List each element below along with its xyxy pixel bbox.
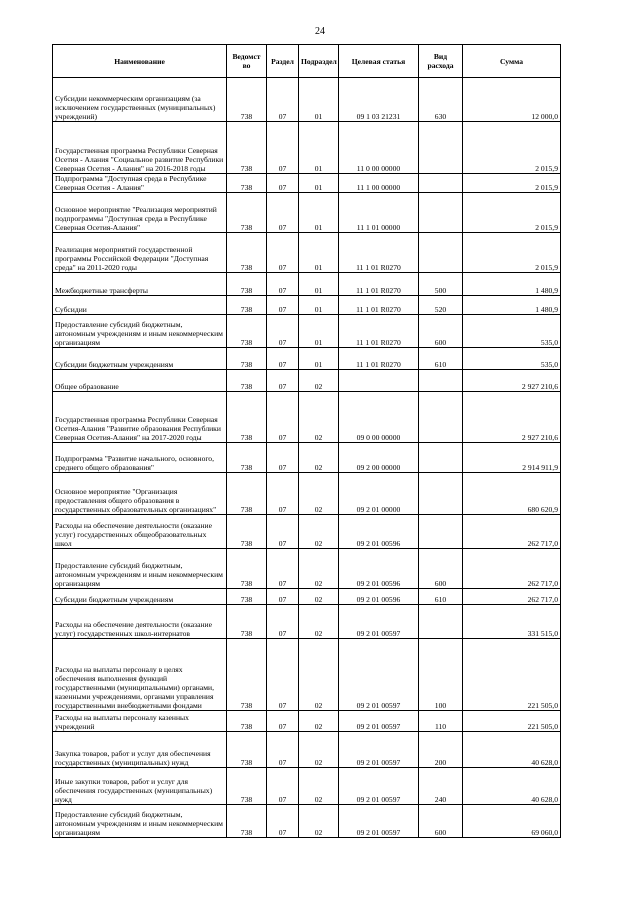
row-name: Иные закупки товаров, работ и услуг для обеспечения государственных (муниципальных) нужд — [53, 768, 227, 805]
row-vedomstvo: 738 — [227, 370, 267, 392]
row-expense-type — [419, 515, 463, 549]
table-row — [53, 315, 561, 348]
row-expense-type: 610 — [419, 348, 463, 370]
row-expense-type: 500 — [419, 273, 463, 296]
table-row — [53, 370, 561, 392]
row-name: Расходы на выплаты персоналу казенных учреждений — [53, 711, 227, 732]
row-target: 11 1 01 R0270 — [339, 348, 419, 370]
row-razdel: 07 — [267, 273, 299, 296]
row-name: Государственная программа Республики Северная Осетия - Алания "Социальное развитие Республики Северная Осетия - Алания" на 2016-2018 годы — [53, 122, 227, 174]
row-razdel: 07 — [267, 515, 299, 549]
row-vedomstvo: 738 — [227, 273, 267, 296]
row-vedomstvo: 738 — [227, 549, 267, 589]
row-target: 09 2 00 00000 — [339, 443, 419, 473]
row-amount: 262 717,0 — [463, 589, 561, 605]
row-podrazdel: 02 — [299, 515, 339, 549]
table-row — [53, 711, 561, 732]
row-expense-type: 200 — [419, 732, 463, 768]
row-expense-type — [419, 443, 463, 473]
row-vedomstvo: 738 — [227, 805, 267, 838]
header-podrazdel: Подраздел — [299, 45, 339, 78]
row-vedomstvo: 738 — [227, 296, 267, 315]
row-name: Предоставление субсидий бюджетным, автономным учреждениям и иным некоммерческим организациям — [53, 315, 227, 348]
table-row — [53, 768, 561, 805]
row-razdel: 07 — [267, 473, 299, 515]
row-podrazdel: 02 — [299, 370, 339, 392]
row-vedomstvo: 738 — [227, 639, 267, 711]
row-name: Межбюджетные трансферты — [53, 273, 227, 296]
row-razdel: 07 — [267, 193, 299, 233]
row-name: Субсидии бюджетным учреждениям — [53, 589, 227, 605]
row-target: 11 1 01 R0270 — [339, 296, 419, 315]
row-podrazdel: 01 — [299, 78, 339, 122]
row-expense-type: 600 — [419, 315, 463, 348]
row-expense-type — [419, 193, 463, 233]
row-podrazdel: 01 — [299, 348, 339, 370]
row-razdel: 07 — [267, 805, 299, 838]
row-razdel: 07 — [267, 392, 299, 443]
table-row — [53, 193, 561, 233]
row-razdel: 07 — [267, 768, 299, 805]
row-name: Закупка товаров, работ и услуг для обеспечения государственных (муниципальных) нужд — [53, 732, 227, 768]
row-amount: 69 060,0 — [463, 805, 561, 838]
row-target: 09 2 01 00000 — [339, 473, 419, 515]
table-row — [53, 605, 561, 639]
row-amount: 2 015,9 — [463, 122, 561, 174]
row-razdel: 07 — [267, 296, 299, 315]
table-row — [53, 639, 561, 711]
table-row — [53, 348, 561, 370]
row-podrazdel: 01 — [299, 174, 339, 193]
row-vedomstvo: 738 — [227, 711, 267, 732]
row-name: Предоставление субсидий бюджетным, автономным учреждениям и иным некоммерческим организациям — [53, 805, 227, 838]
header-vedomstvo: Ведомст во — [227, 45, 267, 78]
row-expense-type: 600 — [419, 549, 463, 589]
row-amount: 331 515,0 — [463, 605, 561, 639]
row-target: 09 2 01 00597 — [339, 605, 419, 639]
page-number: 24 — [315, 26, 325, 37]
table-row — [53, 78, 561, 122]
row-vedomstvo: 738 — [227, 174, 267, 193]
row-name: Подпрограмма "Развитие начального, основного, среднего общего образования" — [53, 443, 227, 473]
row-target: 11 1 01 R0270 — [339, 273, 419, 296]
row-vedomstvo: 738 — [227, 193, 267, 233]
row-name: Субсидии — [53, 296, 227, 315]
row-amount: 262 717,0 — [463, 549, 561, 589]
row-name: Основное мероприятие "Реализация мероприятий подпрограммы "Доступная среда в Республике Северная Осетия-Алания" — [53, 193, 227, 233]
header-target: Целевая статья — [339, 45, 419, 78]
row-vedomstvo: 738 — [227, 473, 267, 515]
header-amount: Сумма — [463, 45, 561, 78]
row-podrazdel: 01 — [299, 193, 339, 233]
row-razdel: 07 — [267, 549, 299, 589]
row-vedomstvo: 738 — [227, 78, 267, 122]
row-name: Государственная программа Республики Северная Осетия-Алания "Развитие образования Республики Северная Осетия-Алания" на 2017-2020 годы — [53, 392, 227, 443]
row-razdel: 07 — [267, 78, 299, 122]
row-podrazdel: 02 — [299, 392, 339, 443]
row-amount: 680 620,9 — [463, 473, 561, 515]
row-razdel: 07 — [267, 370, 299, 392]
row-vedomstvo: 738 — [227, 443, 267, 473]
row-amount: 535,0 — [463, 348, 561, 370]
table-row — [53, 473, 561, 515]
table-row — [53, 122, 561, 174]
row-razdel: 07 — [267, 639, 299, 711]
row-vedomstvo: 738 — [227, 605, 267, 639]
row-vedomstvo: 738 — [227, 589, 267, 605]
row-expense-type — [419, 122, 463, 174]
row-amount: 535,0 — [463, 315, 561, 348]
row-name: Реализация мероприятий государственной программы Российской Федерации "Доступная среда" на 2011-2020 годы — [53, 233, 227, 273]
row-name: Расходы на обеспечение деятельности (оказание услуг) государственных школ-интернатов — [53, 605, 227, 639]
row-amount: 40 628,0 — [463, 732, 561, 768]
header-name: Наименование — [53, 45, 227, 78]
row-razdel: 07 — [267, 589, 299, 605]
row-expense-type — [419, 392, 463, 443]
row-name: Предоставление субсидий бюджетным, автономным учреждениям и иным некоммерческим организациям — [53, 549, 227, 589]
row-razdel: 07 — [267, 122, 299, 174]
budget-table — [52, 44, 561, 838]
row-podrazdel: 02 — [299, 549, 339, 589]
row-podrazdel: 02 — [299, 732, 339, 768]
row-target: 11 1 01 R0270 — [339, 233, 419, 273]
row-amount: 2 914 911,9 — [463, 443, 561, 473]
row-podrazdel: 02 — [299, 805, 339, 838]
row-target: 09 2 01 00597 — [339, 639, 419, 711]
row-amount: 2 015,9 — [463, 193, 561, 233]
header-expense-type: Вид расхода — [419, 45, 463, 78]
row-vedomstvo: 738 — [227, 348, 267, 370]
table-body — [53, 78, 561, 838]
row-target: 09 2 01 00597 — [339, 805, 419, 838]
row-expense-type — [419, 370, 463, 392]
table-row — [53, 443, 561, 473]
row-vedomstvo: 738 — [227, 233, 267, 273]
row-podrazdel: 02 — [299, 768, 339, 805]
row-name: Основное мероприятие "Организация предоставления общего образования в государственных образовательных организациях" — [53, 473, 227, 515]
table-row — [53, 392, 561, 443]
row-name: Субсидии некоммерческим организациям (за исключением государственных (муниципальных) учреждений) — [53, 78, 227, 122]
row-name: Подпрограмма "Доступная среда в Республике Северная Осетия - Алания" — [53, 174, 227, 193]
row-amount: 2 927 210,6 — [463, 370, 561, 392]
row-target: 09 2 01 00597 — [339, 768, 419, 805]
row-expense-type: 610 — [419, 589, 463, 605]
row-podrazdel: 02 — [299, 605, 339, 639]
row-razdel: 07 — [267, 348, 299, 370]
row-razdel: 07 — [267, 732, 299, 768]
row-target: 09 1 03 21231 — [339, 78, 419, 122]
row-target: 11 1 00 00000 — [339, 174, 419, 193]
row-amount: 221 505,0 — [463, 639, 561, 711]
row-podrazdel: 01 — [299, 315, 339, 348]
row-vedomstvo: 738 — [227, 392, 267, 443]
row-target: 11 1 01 00000 — [339, 193, 419, 233]
row-expense-type — [419, 174, 463, 193]
table-row — [53, 805, 561, 838]
table-row — [53, 732, 561, 768]
row-expense-type: 110 — [419, 711, 463, 732]
row-expense-type — [419, 605, 463, 639]
row-target: 09 2 01 00596 — [339, 515, 419, 549]
row-razdel: 07 — [267, 605, 299, 639]
table-row — [53, 296, 561, 315]
row-vedomstvo: 738 — [227, 732, 267, 768]
table-header-row — [53, 45, 561, 78]
row-name: Расходы на обеспечение деятельности (оказание услуг) государственных общеобразовательных школ — [53, 515, 227, 549]
row-podrazdel: 01 — [299, 122, 339, 174]
row-target: 09 2 01 00597 — [339, 732, 419, 768]
row-expense-type: 630 — [419, 78, 463, 122]
row-razdel: 07 — [267, 315, 299, 348]
row-podrazdel: 02 — [299, 443, 339, 473]
row-amount: 12 000,0 — [463, 78, 561, 122]
row-amount: 2 015,9 — [463, 233, 561, 273]
row-amount: 2 015,9 — [463, 174, 561, 193]
row-target: 09 0 00 00000 — [339, 392, 419, 443]
row-target: 11 1 01 R0270 — [339, 315, 419, 348]
row-podrazdel: 01 — [299, 233, 339, 273]
row-razdel: 07 — [267, 711, 299, 732]
row-name: Общее образование — [53, 370, 227, 392]
row-razdel: 07 — [267, 443, 299, 473]
row-podrazdel: 02 — [299, 711, 339, 732]
table-row — [53, 549, 561, 589]
row-target: 09 2 01 00597 — [339, 711, 419, 732]
row-amount: 262 717,0 — [463, 515, 561, 549]
row-vedomstvo: 738 — [227, 768, 267, 805]
row-podrazdel: 02 — [299, 639, 339, 711]
row-amount: 1 480,9 — [463, 296, 561, 315]
row-amount: 2 927 210,6 — [463, 392, 561, 443]
row-podrazdel: 01 — [299, 273, 339, 296]
row-expense-type: 240 — [419, 768, 463, 805]
row-expense-type: 600 — [419, 805, 463, 838]
row-vedomstvo: 738 — [227, 122, 267, 174]
row-podrazdel: 01 — [299, 296, 339, 315]
row-podrazdel: 02 — [299, 473, 339, 515]
row-expense-type — [419, 233, 463, 273]
table-row — [53, 273, 561, 296]
row-razdel: 07 — [267, 233, 299, 273]
row-name: Расходы на выплаты персоналу в целях обеспечения выполнения функций государственными (муниципальными) органами, казенными учреждениями, органами управления государственными внебюджетными фондами — [53, 639, 227, 711]
table-row — [53, 589, 561, 605]
row-name: Субсидии бюджетным учреждениям — [53, 348, 227, 370]
row-amount: 221 505,0 — [463, 711, 561, 732]
table-row — [53, 174, 561, 193]
row-expense-type: 100 — [419, 639, 463, 711]
row-razdel: 07 — [267, 174, 299, 193]
row-amount: 40 628,0 — [463, 768, 561, 805]
row-target: 11 0 00 00000 — [339, 122, 419, 174]
row-target — [339, 370, 419, 392]
row-expense-type: 520 — [419, 296, 463, 315]
row-vedomstvo: 738 — [227, 315, 267, 348]
row-expense-type — [419, 473, 463, 515]
table-row — [53, 233, 561, 273]
row-amount: 1 480,9 — [463, 273, 561, 296]
row-target: 09 2 01 00596 — [339, 589, 419, 605]
row-vedomstvo: 738 — [227, 515, 267, 549]
row-target: 09 2 01 00596 — [339, 549, 419, 589]
row-podrazdel: 02 — [299, 589, 339, 605]
table-row — [53, 515, 561, 549]
header-razdel: Раздел — [267, 45, 299, 78]
